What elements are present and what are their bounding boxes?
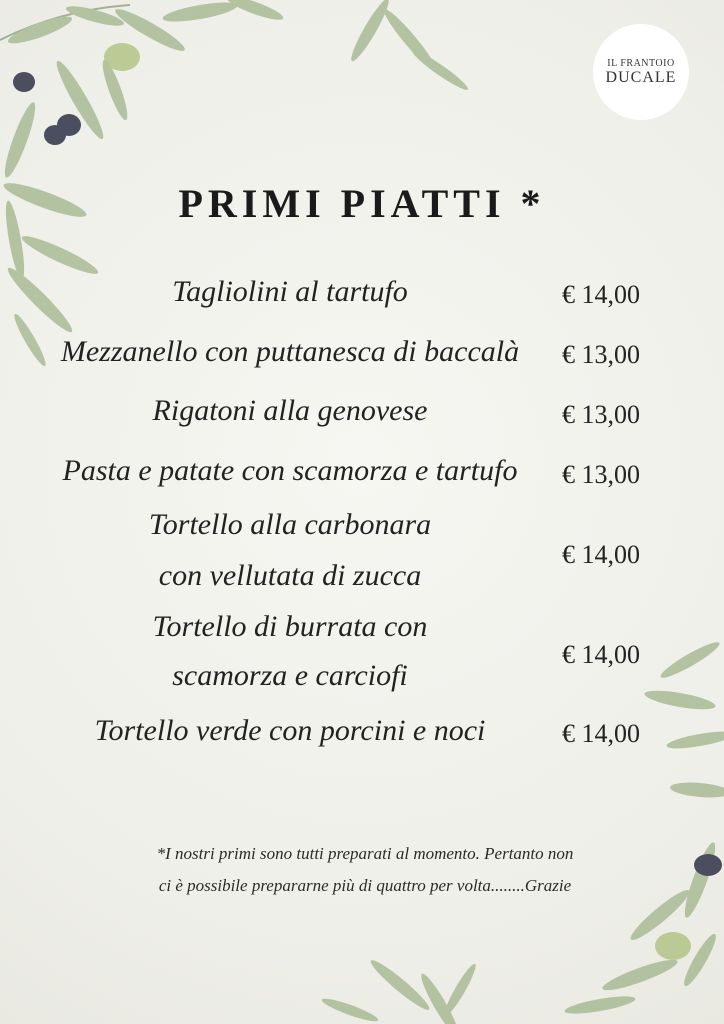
dish-price: € 14,00	[562, 280, 640, 309]
footnote	[80, 838, 650, 902]
dish-name: Pasta e patate con scamorza e tartufo	[62, 454, 518, 487]
restaurant-logo	[593, 24, 689, 120]
dish-price: € 14,00	[562, 640, 640, 669]
dish-price: € 13,00	[562, 340, 640, 369]
page-title: PRIMI PIATTI *	[178, 181, 546, 226]
dish-name: Tagliolini al tartufo	[172, 275, 408, 308]
dish-name-line-1: Tortello di burrata con	[152, 610, 428, 643]
dish-name: Tortello verde con porcini e noci	[94, 714, 486, 747]
dish-name-line-1: Tortello alla carbonara	[148, 508, 432, 541]
logo-line-2: DUCALE	[605, 69, 677, 86]
logo-line-1: IL FRANTOIO	[607, 58, 675, 69]
dish-price: € 14,00	[562, 719, 640, 748]
dish-price: € 13,00	[562, 400, 640, 429]
dish-price: € 13,00	[562, 460, 640, 489]
dish-price: € 14,00	[562, 540, 640, 569]
dish-name-line-2: scamorza e carciofi	[172, 659, 408, 692]
dish-name: Mezzanello con puttanesca di baccalà	[60, 335, 520, 368]
footnote-line-1: *I nostri primi sono tutti preparati al momento. Pertanto non	[156, 844, 574, 863]
footnote-line-2: ci è possibile prepararne più di quattro per volta........Grazie	[158, 876, 572, 895]
dish-name-line-2: con vellutata di zucca	[158, 559, 422, 592]
dish-name: Rigatoni alla genovese	[152, 394, 428, 427]
